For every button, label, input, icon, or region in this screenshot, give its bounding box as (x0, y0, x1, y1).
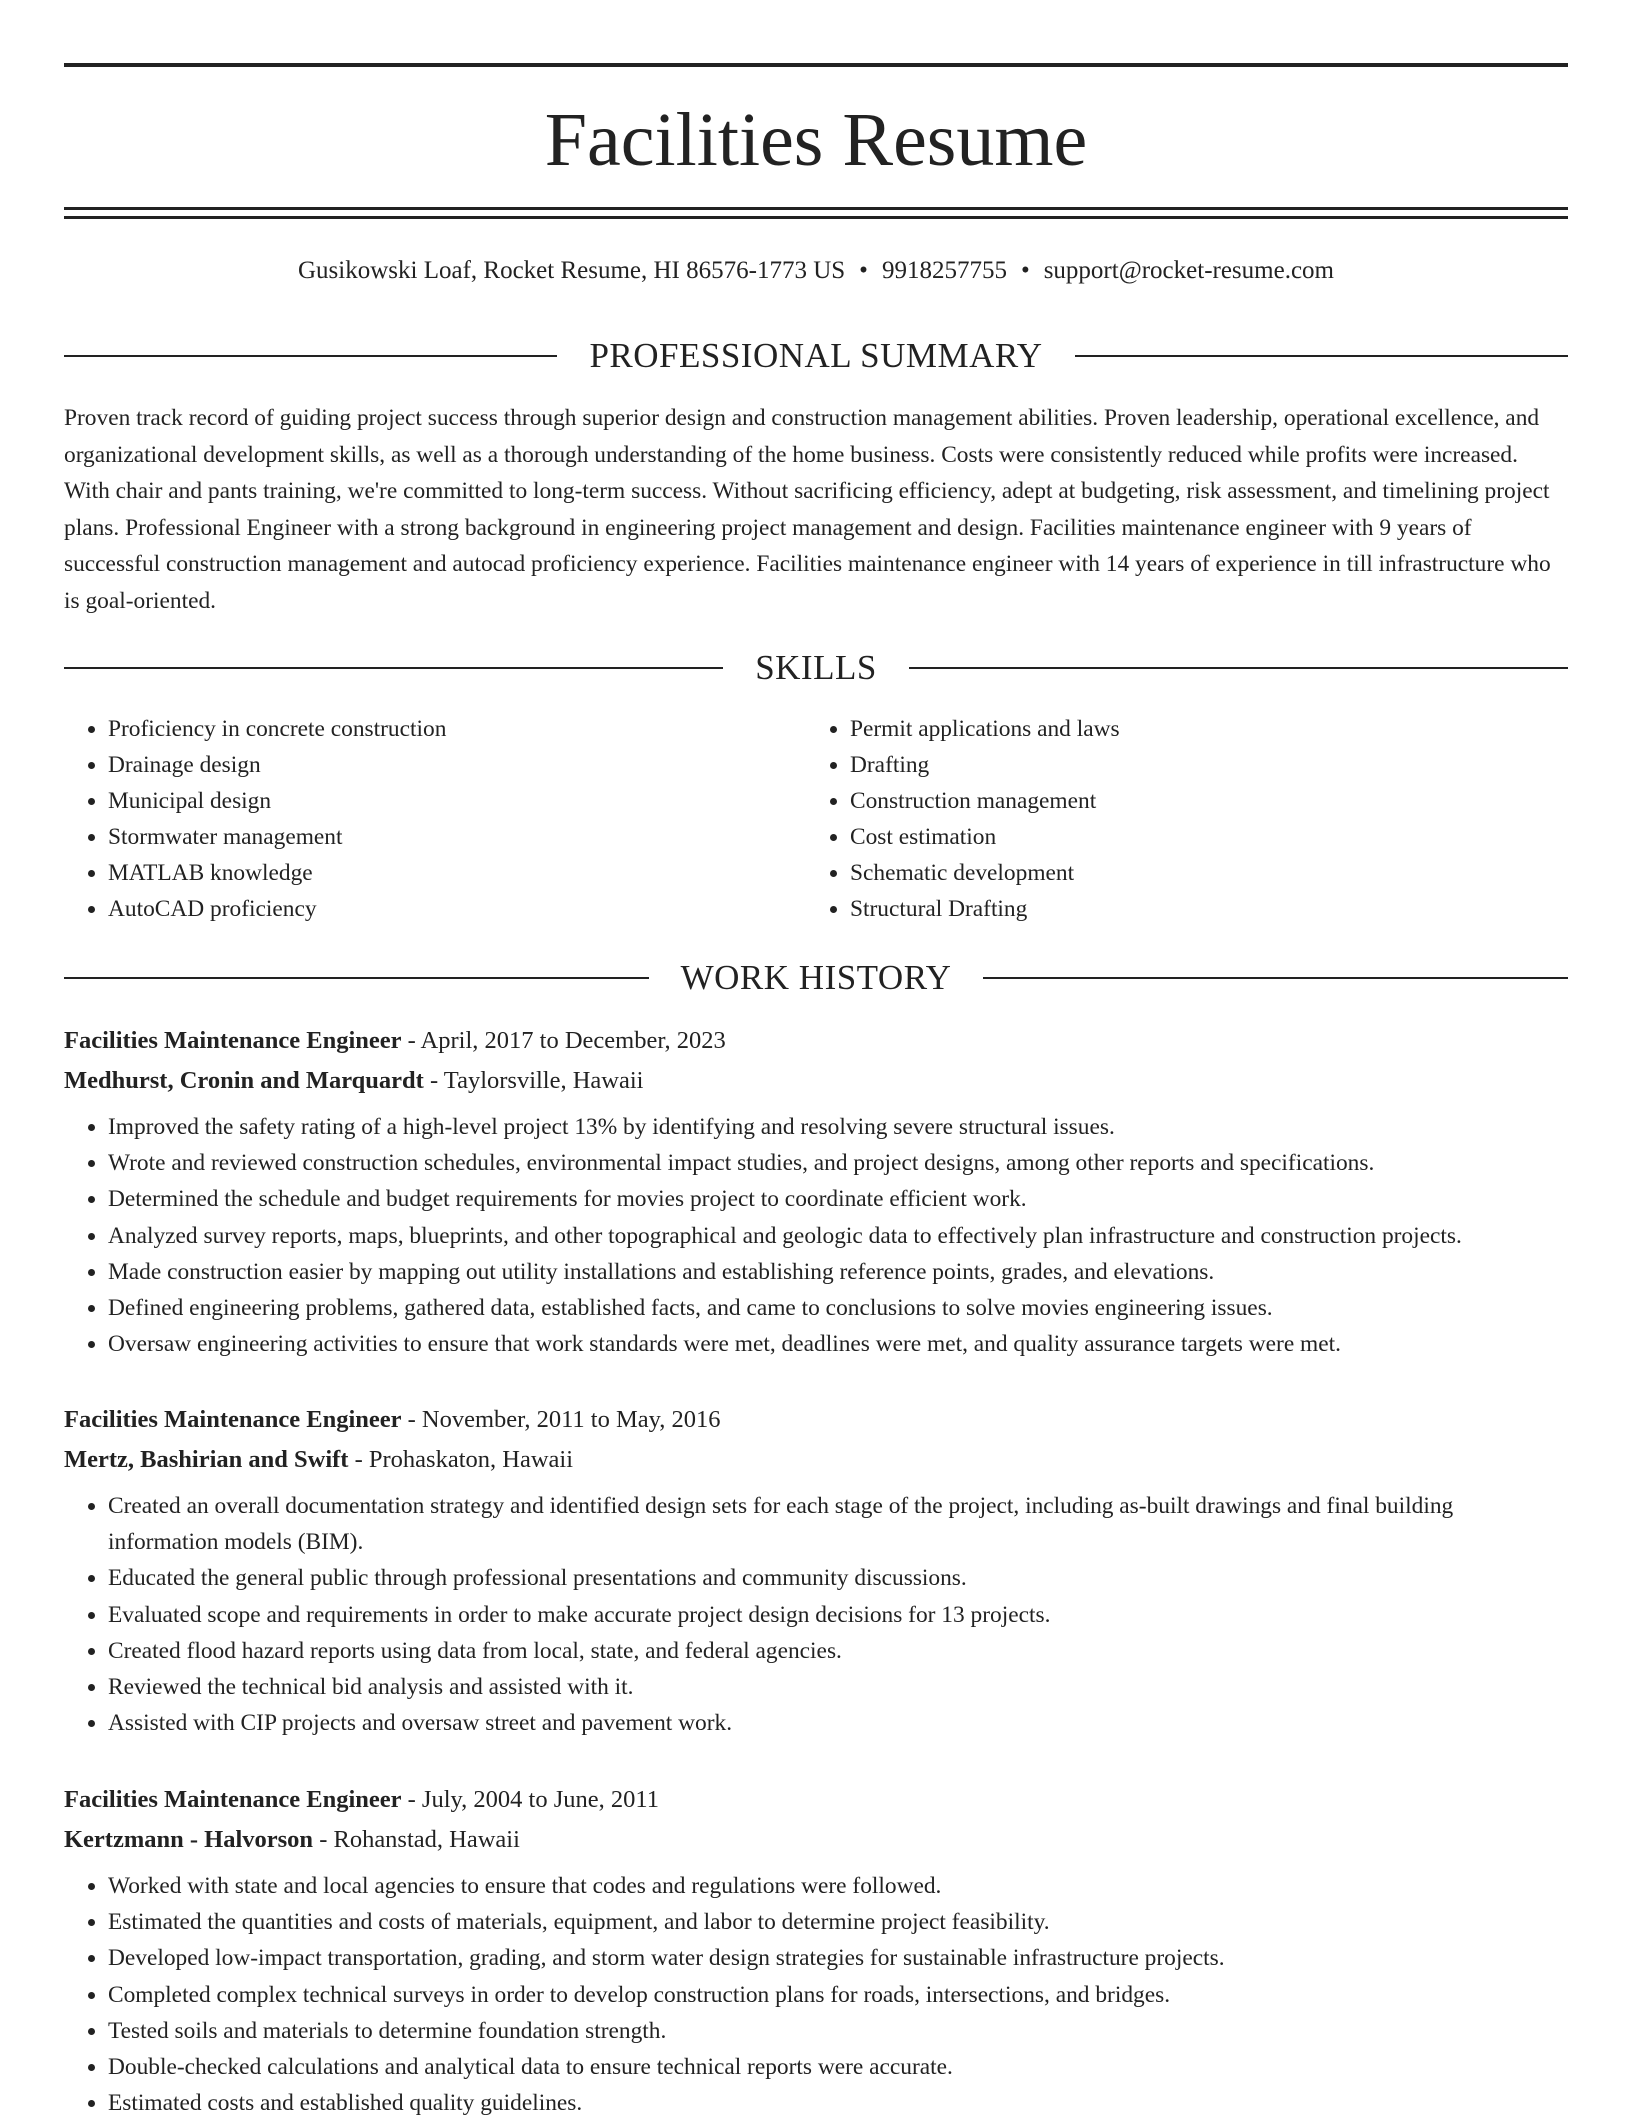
job-bullets (64, 1488, 1568, 1741)
job-entry (64, 1021, 1568, 1362)
skill-item: • Drafting (850, 747, 1548, 783)
title-double-rule (64, 207, 1568, 219)
heading-rule-right (1075, 355, 1568, 357)
job-bullet: • Double-checked calculations and analytical data to ensure technical reports were accurate. (108, 2049, 1568, 2085)
skill-item: • Structural Drafting (850, 891, 1548, 927)
summary-heading (64, 334, 1568, 378)
skill-item: • Cost estimation (850, 819, 1548, 855)
job-dates: - November, 2011 to May, 2016 (401, 1406, 721, 1433)
job-bullets (64, 1868, 1568, 2121)
job-bullet: • Created flood hazard reports using data from local, state, and federal agencies. (108, 1633, 1568, 1669)
job-bullet: • Worked with state and local agencies to ensure that codes and regulations were followed. (108, 1868, 1568, 1904)
job-bullet: • Estimated the quantities and costs of materials, equipment, and labor to determine project feasibility. (108, 1904, 1568, 1940)
job-location: - Rohanstad, Hawaii (313, 1826, 520, 1853)
job-company: Kertzmann - Halvorson (64, 1826, 314, 1853)
job-bullet: • Estimated costs and established quality guidelines. (108, 2085, 1568, 2121)
resume-title: Facilities Resume (544, 98, 1088, 182)
work-history-heading-text: WORK HISTORY (680, 958, 952, 997)
top-rule (64, 63, 1568, 67)
heading-rule-left (64, 355, 557, 357)
job-bullet: • Analyzed survey reports, maps, blueprints, and other topographical and geologic data to effectively plan infrastructure and construction projects. (108, 1218, 1568, 1254)
job-bullet: • Determined the schedule and budget requirements for movies project to coordinate efficient work. (108, 1181, 1568, 1217)
job-company: Mertz, Bashirian and Swift (64, 1446, 349, 1473)
job-title: Facilities Maintenance Engineer (64, 1406, 402, 1433)
skills-column-left (64, 711, 806, 927)
skill-item: • Drainage design (108, 747, 806, 783)
job-bullet: • Developed low-impact transportation, grading, and storm water design strategies for sustainable infrastructure projects. (108, 1940, 1568, 1976)
contact-email: support@rocket-resume.com (1043, 257, 1334, 284)
job-dates: - July, 2004 to June, 2011 (401, 1786, 659, 1813)
job-bullet: • Made construction easier by mapping out utility installations and establishing reference points, grades, and elevations. (108, 1254, 1568, 1290)
summary-heading-text: PROFESSIONAL SUMMARY (589, 336, 1043, 375)
summary-text: Proven track record of guiding project success through superior design and construction management abilities. Proven leadership, operational excellence, and organizational development skills, as well as a thorough understanding of the home business. Costs were consistently reduced while profits were increased. With chair and pants training, we're committed to long-term success. Without sacrificing efficiency, adept at budgeting, risk assessment, and timelining project plans. Professional Engineer with a strong background in engineering project management and design. Facilities maintenance engineer with 9 years of successful construction management and autocad proficiency experience. Facilities maintenance engineer with 14 years of experience in till infrastructure who is goal-oriented. (64, 405, 1551, 614)
contact-phone: 9918257755 (881, 257, 1007, 284)
job-bullet: • Evaluated scope and requirements in order to make accurate project design decisions for 13 projects. (108, 1597, 1568, 1633)
job-entry (64, 1780, 1568, 2121)
job-location: - Prohaskaton, Hawaii (348, 1446, 574, 1473)
job-bullet: • Oversaw engineering activities to ensure that work standards were met, deadlines were met, and quality assurance targets were met. (108, 1326, 1568, 1362)
contact-address: Gusikowski Loaf, Rocket Resume, HI 86576-1773 US (298, 257, 846, 284)
work-history-heading (64, 956, 1568, 1000)
job-bullet: • Created an overall documentation strategy and identified design sets for each stage of the project, including as-built drawings and final building information models (BIM). (108, 1488, 1568, 1560)
job-bullet: • Defined engineering problems, gathered data, established facts, and came to conclusions to solve movies engineering issues. (108, 1290, 1568, 1326)
skills-list (64, 711, 1568, 927)
contact-separator: • (859, 257, 868, 284)
job-bullet: • Completed complex technical surveys in order to develop construction plans for roads, intersections, and bridges. (108, 1977, 1568, 2013)
job-title-line (64, 1021, 1568, 1061)
skill-item: • Municipal design (108, 783, 806, 819)
job-company: Medhurst, Cronin and Marquardt (64, 1067, 424, 1094)
job-bullet: • Improved the safety rating of a high-level project 13% by identifying and resolving severe structural issues. (108, 1109, 1568, 1145)
contact-line (64, 254, 1568, 288)
job-title-line (64, 1780, 1568, 1820)
job-company-line (64, 1061, 1568, 1101)
heading-rule-left (64, 667, 723, 669)
job-title: Facilities Maintenance Engineer (64, 1786, 402, 1813)
heading-rule-left (64, 977, 649, 979)
heading-rule-right (983, 977, 1568, 979)
contact-separator: • (1020, 257, 1030, 284)
skill-item: • MATLAB knowledge (108, 855, 806, 891)
job-bullets (64, 1109, 1568, 1362)
job-bullet: • Tested soils and materials to determine foundation strength. (108, 2013, 1568, 2049)
skill-item: • Stormwater management (108, 819, 806, 855)
skill-item: • Construction management (850, 783, 1548, 819)
skill-item: • Permit applications and laws (850, 711, 1548, 747)
skills-column-right (806, 711, 1548, 927)
job-title-line (64, 1400, 1568, 1440)
job-bullet: • Reviewed the technical bid analysis and assisted with it. (108, 1669, 1568, 1705)
job-title: Facilities Maintenance Engineer (64, 1027, 402, 1054)
job-entry (64, 1400, 1568, 1741)
job-bullet: • Educated the general public through professional presentations and community discussions. (108, 1560, 1568, 1596)
job-company-line (64, 1820, 1568, 1860)
skill-item: • Schematic development (850, 855, 1548, 891)
job-location: - Taylorsville, Hawaii (423, 1067, 644, 1094)
skill-item: • AutoCAD proficiency (108, 891, 806, 927)
job-dates: - April, 2017 to December, 2023 (401, 1027, 726, 1054)
skills-heading-text: SKILLS (755, 648, 877, 687)
skills-heading (64, 646, 1568, 690)
heading-rule-right (909, 667, 1568, 669)
job-company-line (64, 1440, 1568, 1480)
job-bullet: • Assisted with CIP projects and oversaw street and pavement work. (108, 1705, 1568, 1741)
job-bullet: • Wrote and reviewed construction schedules, environmental impact studies, and project designs, among other reports and specifications. (108, 1145, 1568, 1181)
skill-item: • Proficiency in concrete construction (108, 711, 806, 747)
